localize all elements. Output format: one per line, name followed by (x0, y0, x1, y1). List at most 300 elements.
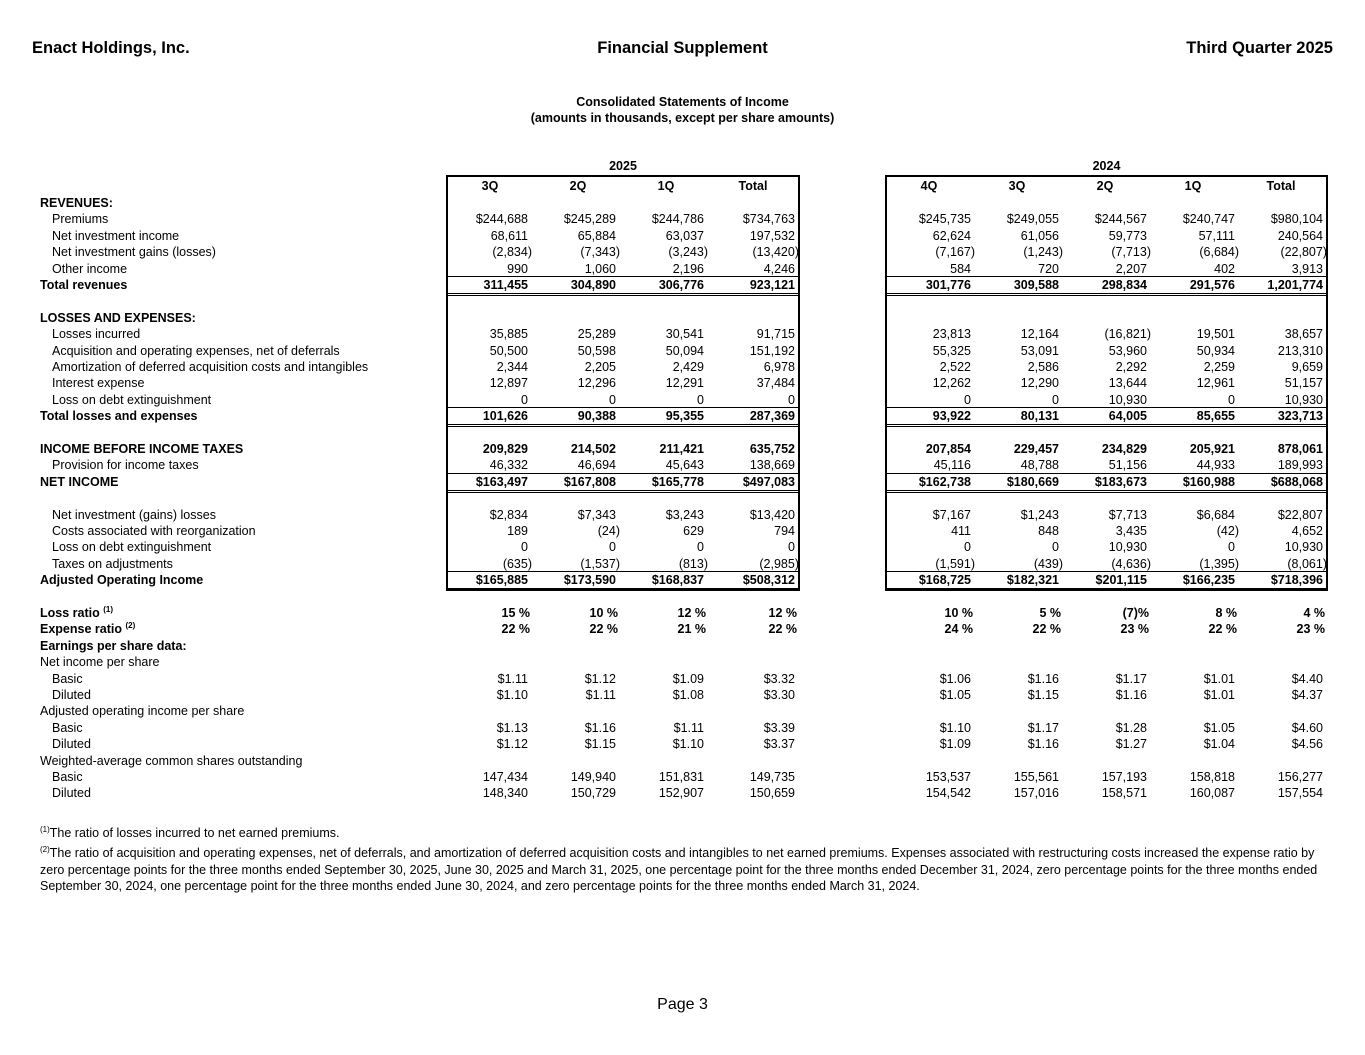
row-label-text: Net investment (gains) losses (52, 507, 216, 522)
cell-value: 19,501 (1196, 327, 1235, 342)
cell-value: 44,933 (1196, 458, 1235, 473)
total-rule-top (885, 473, 1328, 474)
cell-value: 13,644 (1108, 376, 1147, 391)
cell-value: 12,296 (577, 376, 616, 391)
row-label-text: Expense ratio (40, 622, 122, 637)
cell-value: 10,930 (1284, 540, 1323, 555)
row-label (52, 720, 83, 736)
table-row (0, 523, 1365, 539)
cell-value: 207,854 (925, 442, 971, 456)
cell-value: 22 % (1208, 622, 1237, 637)
cell-value: $7,167 (932, 507, 971, 522)
cell-value: 0 (964, 540, 971, 555)
row-label (52, 375, 144, 391)
table-row (0, 638, 1365, 654)
row-label-text: NET INCOME (40, 474, 119, 489)
cell-value: 629 (683, 524, 704, 538)
total-rule-top (446, 473, 800, 474)
cell-value: $4.56 (1291, 737, 1323, 752)
cell-value: 10,930 (1284, 392, 1323, 407)
total-rule-bottom (885, 424, 1328, 427)
row-label (52, 359, 368, 375)
cell-value: $182,321 (1006, 573, 1059, 588)
cell-value: $980,104 (1270, 212, 1323, 227)
row-label-text: Net income per share (40, 655, 160, 670)
row-label (40, 605, 113, 621)
cell-value: 2,292 (1115, 360, 1147, 374)
cell-value: 189 (507, 524, 528, 538)
cell-value: (7,343) (580, 245, 620, 260)
cell-value: $244,567 (1094, 212, 1147, 227)
cell-value: 0 (1228, 540, 1235, 555)
cell-value: 0 (697, 540, 704, 555)
cell-value: 0 (964, 392, 971, 407)
table-row (0, 408, 1365, 424)
cell-value: $183,673 (1094, 474, 1147, 489)
cell-value: $1.10 (496, 688, 528, 702)
cell-value: (7)% (1122, 606, 1149, 620)
table-row (0, 244, 1365, 260)
cell-value: 150,659 (749, 786, 795, 801)
cell-value: 10 % (944, 606, 973, 620)
cell-value: 38,657 (1284, 327, 1323, 342)
cell-value: $244,786 (651, 212, 704, 227)
cell-value: 3,435 (1115, 524, 1147, 538)
cell-value: $1.16 (584, 720, 616, 735)
row-label-text: Diluted (52, 786, 91, 801)
cell-value: 12 % (768, 606, 797, 620)
table-row (0, 441, 1365, 457)
cell-value: 147,434 (482, 770, 528, 784)
cell-value: 311,455 (483, 278, 528, 292)
cell-value: $1.12 (584, 671, 616, 686)
cell-value: 93,922 (932, 409, 971, 424)
cell-value: 51,157 (1284, 376, 1323, 391)
row-label (52, 326, 140, 342)
row-label-text: Provision for income taxes (52, 458, 199, 473)
table-row (0, 326, 1365, 342)
cell-value: 197,532 (749, 228, 795, 243)
cell-value: $245,735 (918, 212, 971, 227)
reporting-period: Third Quarter 2025 (1186, 39, 1333, 57)
cell-value: $162,738 (918, 474, 971, 489)
cell-value: 91,715 (756, 327, 795, 342)
cell-value: $1.11 (585, 688, 616, 702)
cell-value: 1,060 (584, 261, 616, 276)
cell-value: 10,930 (1108, 392, 1147, 407)
cell-value: 584 (950, 261, 971, 276)
cell-value: 234,829 (1101, 442, 1147, 456)
cell-value: $22,807 (1277, 507, 1323, 522)
table-row (0, 392, 1365, 408)
cell-value: (6,684) (1199, 245, 1239, 260)
table-row (0, 228, 1365, 244)
footnote-mark: (1) (40, 825, 50, 834)
cell-value: 2,196 (672, 261, 704, 276)
cell-value: $7,713 (1108, 507, 1147, 522)
cell-value: 2,586 (1027, 360, 1059, 374)
cell-value: 90,388 (577, 409, 616, 424)
row-label-text: Interest expense (52, 376, 145, 391)
table-row (0, 671, 1365, 687)
cell-value: 12 % (677, 606, 706, 620)
cell-value: 22 % (1032, 622, 1061, 637)
total-rule-bottom (446, 588, 800, 591)
cell-value: 8 % (1215, 606, 1237, 620)
table-row (0, 654, 1365, 670)
cell-value: 95,355 (665, 409, 704, 424)
cell-value: $688,068 (1270, 474, 1323, 489)
cell-value: (7,713) (1111, 245, 1151, 260)
table-row (0, 539, 1365, 555)
cell-value: $1.15 (1027, 688, 1059, 702)
cell-value: $1.16 (1027, 737, 1059, 752)
cell-value: 923,121 (749, 278, 795, 292)
cell-value: 51,156 (1108, 458, 1147, 473)
row-label (52, 539, 211, 555)
cell-value: $13,420 (749, 507, 795, 522)
total-rule-top (446, 276, 800, 277)
column-header-2024-4q: 4Q (920, 179, 938, 193)
cell-value: $1.16 (1115, 688, 1147, 702)
row-label-text: Net investment gains (losses) (52, 245, 216, 260)
cell-value: 50,500 (489, 343, 528, 358)
cell-value: 4,652 (1291, 524, 1323, 538)
cell-value: $7,343 (577, 507, 616, 522)
row-label-text: Weighted-average common shares outstanding (40, 753, 303, 768)
row-label (52, 769, 83, 785)
table-row (0, 556, 1365, 572)
cell-value: 50,094 (665, 343, 704, 358)
row-label-text: Net investment income (52, 228, 180, 243)
column-header-2024-1q: 1Q (1184, 179, 1202, 193)
table-row (0, 621, 1365, 637)
row-label (52, 457, 199, 473)
cell-value: $1.15 (584, 737, 616, 752)
cell-value: 150,729 (570, 786, 616, 801)
row-label (52, 785, 91, 801)
row-label-text: REVENUES: (40, 196, 113, 210)
year-label-2025: 2025 (609, 159, 637, 173)
table-row (0, 211, 1365, 227)
cell-value: 0 (1228, 392, 1235, 407)
row-label-text: Earnings per share data: (40, 638, 187, 653)
cell-value: $1.11 (673, 720, 704, 735)
cell-value: (1,591) (935, 556, 975, 571)
total-rule-top (885, 276, 1328, 277)
cell-value: $1.28 (1115, 720, 1147, 735)
cell-value: (439) (1033, 556, 1063, 571)
row-label (52, 736, 91, 752)
cell-value: $1.13 (496, 720, 528, 735)
cell-value: (8,061) (1287, 556, 1327, 571)
cell-value: 153,537 (925, 770, 971, 784)
row-label-text: Amortization of deferred acquisition costs and intangibles (52, 360, 369, 374)
cell-value: 0 (1052, 392, 1059, 407)
cell-value: (2,985) (759, 556, 799, 571)
row-label-text: Loss on debt extinguishment (52, 392, 212, 407)
cell-value: 301,776 (925, 278, 971, 292)
cell-value: $1.27 (1115, 737, 1147, 752)
cell-value: 291,576 (1189, 278, 1235, 292)
footnote-reference: (2) (125, 621, 136, 631)
row-label-text: Diluted (52, 737, 91, 752)
row-label (40, 441, 243, 457)
footnote-2 (40, 845, 1330, 895)
cell-value: 85,655 (1196, 409, 1235, 424)
row-label-text: Acquisition and operating expenses, net of deferrals (52, 343, 340, 358)
cell-value: 48,788 (1020, 458, 1059, 473)
cell-value: 138,669 (749, 458, 795, 473)
cell-value: $3.32 (763, 671, 795, 686)
row-label-text: Basic (52, 770, 83, 784)
cell-value: 209,829 (482, 442, 528, 456)
cell-value: $167,808 (563, 474, 616, 489)
footnote-1 (40, 825, 1330, 842)
row-label (52, 523, 256, 539)
row-label-text: Premiums (52, 212, 109, 227)
row-label-text: Loss on debt extinguishment (52, 540, 212, 555)
cell-value: 57,111 (1198, 228, 1235, 243)
cell-value: 155,561 (1013, 770, 1059, 784)
cell-value: $1.09 (939, 737, 971, 752)
cell-value: 22 % (589, 622, 618, 637)
table-row (0, 195, 1365, 211)
cell-value: 23,813 (932, 327, 971, 342)
cell-value: 214,502 (570, 442, 616, 456)
cell-value: (13,420) (752, 245, 799, 260)
cell-value: 0 (697, 392, 704, 407)
cell-value: 23 % (1120, 622, 1149, 637)
cell-value: $3,243 (665, 507, 704, 522)
row-label-text: Basic (52, 720, 83, 735)
cell-value: 2,429 (672, 360, 704, 374)
cell-value: 12,262 (932, 376, 971, 391)
cell-value: 65,884 (577, 228, 616, 243)
cell-value: 50,598 (577, 343, 616, 358)
cell-value: $3.39 (763, 720, 795, 735)
cell-value: 55,325 (932, 343, 971, 358)
cell-value: 848 (1038, 524, 1059, 538)
cell-value: 23 % (1296, 622, 1325, 637)
cell-value: $2,834 (489, 507, 528, 522)
cell-value: 154,542 (925, 786, 971, 801)
table-row (0, 474, 1365, 490)
table-row (0, 507, 1365, 523)
cell-value: 229,457 (1013, 442, 1059, 456)
cell-value: $4.40 (1291, 671, 1323, 686)
cell-value: 80,131 (1020, 409, 1059, 424)
cell-value: 411 (951, 524, 971, 538)
cell-value: 61,056 (1020, 228, 1059, 243)
row-label-text: Adjusted Operating Income (40, 573, 204, 588)
cell-value: 45,643 (665, 458, 704, 473)
row-label (40, 753, 302, 769)
row-label (40, 621, 135, 637)
cell-value: 101,626 (482, 409, 528, 424)
cell-value: $244,688 (475, 212, 528, 227)
cell-value: 152,907 (658, 786, 704, 801)
total-rule-bottom (446, 293, 800, 296)
cell-value: 157,016 (1013, 786, 1059, 801)
cell-value: 213,310 (1277, 343, 1323, 358)
cell-value: 12,164 (1020, 327, 1059, 342)
row-label (52, 343, 340, 359)
row-label-text: Costs associated with reorganization (52, 524, 256, 538)
row-label-text: INCOME BEFORE INCOME TAXES (40, 442, 244, 456)
cell-value: 59,773 (1108, 228, 1147, 243)
cell-value: (813) (678, 556, 708, 571)
cell-value: $173,590 (563, 573, 616, 588)
total-rule-top (446, 571, 800, 572)
row-label (52, 556, 173, 572)
cell-value: 160,087 (1189, 786, 1235, 801)
company-name: Enact Holdings, Inc. (32, 39, 190, 57)
cell-value: $3.30 (763, 688, 795, 702)
cell-value: 287,369 (749, 409, 795, 424)
cell-value: $1.10 (939, 720, 971, 735)
row-label-text: Loss ratio (40, 606, 100, 620)
cell-value: $497,083 (742, 474, 795, 489)
cell-value: (1,395) (1199, 556, 1239, 571)
table-row (0, 605, 1365, 621)
cell-value: 0 (788, 392, 795, 407)
cell-value: 12,961 (1196, 376, 1235, 391)
column-header-2025-1q: 1Q (657, 179, 675, 193)
total-rule-bottom (885, 588, 1328, 591)
cell-value: (24) (597, 524, 620, 538)
table-row (0, 769, 1365, 785)
table-row (0, 343, 1365, 359)
total-rule-bottom (885, 293, 1328, 296)
cell-value: $165,778 (651, 474, 704, 489)
row-label-text: Adjusted operating income per share (40, 704, 245, 719)
cell-value: 402 (1214, 261, 1235, 276)
cell-value: 3,913 (1291, 261, 1323, 276)
cell-value: $3.37 (763, 737, 795, 752)
cell-value: 50,934 (1196, 343, 1235, 358)
cell-value: 64,005 (1108, 409, 1147, 424)
cell-value: 878,061 (1277, 442, 1323, 456)
table-row (0, 310, 1365, 326)
cell-value: (2,834) (492, 245, 532, 260)
cell-value: 9,659 (1291, 360, 1323, 374)
cell-value: $1.10 (672, 737, 704, 752)
cell-value: 0 (521, 392, 528, 407)
cell-value: 309,588 (1013, 278, 1059, 292)
total-rule-bottom (446, 490, 800, 493)
cell-value: 0 (609, 540, 616, 555)
column-header-2025-total: Total (738, 179, 768, 193)
statement-subtitle: (amounts in thousands, except per share amounts) (530, 111, 835, 125)
cell-value: 12,291 (665, 376, 704, 391)
cell-value: 205,921 (1189, 442, 1235, 456)
cell-value: 323,713 (1277, 409, 1323, 424)
cell-value: (3,243) (668, 245, 708, 260)
cell-value: 298,834 (1101, 278, 1147, 292)
cell-value: 2,522 (939, 360, 971, 374)
cell-value: $734,763 (742, 212, 795, 227)
cell-value: 46,694 (577, 458, 616, 473)
footnote-reference: (1) (103, 605, 114, 614)
cell-value: $1.05 (939, 688, 971, 702)
cell-value: $718,396 (1270, 573, 1323, 588)
table-row (0, 785, 1365, 801)
cell-value: $245,289 (563, 212, 616, 227)
cell-value: 189,993 (1277, 458, 1323, 473)
cell-value: 5 % (1039, 606, 1061, 620)
row-label (52, 392, 211, 408)
row-label (40, 195, 113, 211)
cell-value: 53,960 (1108, 343, 1147, 358)
table-row (0, 703, 1365, 719)
row-label-text: Diluted (52, 688, 91, 702)
row-label (52, 261, 127, 277)
cell-value: 794 (774, 524, 795, 538)
row-label (40, 474, 118, 490)
total-rule-bottom (885, 490, 1328, 493)
table-row (0, 261, 1365, 277)
column-header-2025-3q: 3Q (481, 179, 499, 193)
statement-title: Consolidated Statements of Income (576, 95, 789, 109)
row-label (52, 228, 179, 244)
cell-value: $1.17 (1027, 720, 1059, 735)
row-label (40, 703, 244, 719)
cell-value: 148,340 (482, 786, 528, 801)
cell-value: $168,725 (918, 573, 971, 588)
cell-value: (635) (502, 556, 532, 571)
cell-value: 35,885 (489, 327, 528, 342)
cell-value: 2,259 (1203, 360, 1235, 374)
cell-value: 21 % (677, 622, 706, 637)
total-rule-bottom (446, 424, 800, 427)
row-label (40, 310, 196, 326)
row-label (40, 638, 187, 654)
cell-value: $1.09 (672, 671, 704, 686)
total-rule-top (446, 407, 800, 408)
row-label-text: Total losses and expenses (40, 409, 198, 424)
table-row (0, 687, 1365, 703)
cell-value: 157,554 (1277, 786, 1323, 801)
cell-value: $168,837 (651, 573, 704, 588)
row-label (52, 244, 216, 260)
cell-value: $1.01 (1203, 671, 1235, 686)
column-header-2024-total: Total (1266, 179, 1296, 193)
cell-value: 68,611 (490, 228, 528, 243)
cell-value: 158,818 (1189, 770, 1235, 784)
table-row (0, 375, 1365, 391)
cell-value: 4 % (1303, 606, 1325, 620)
cell-value: 24 % (944, 622, 973, 637)
row-label (52, 671, 83, 687)
cell-value: (1,537) (580, 556, 620, 571)
cell-value: $1.04 (1203, 737, 1235, 752)
cell-value: $508,312 (742, 573, 795, 588)
row-label-text: Other income (52, 261, 128, 276)
cell-value: 211,421 (659, 442, 704, 456)
cell-value: 4,246 (763, 261, 795, 276)
table-row (0, 572, 1365, 588)
cell-value: $1.05 (1203, 720, 1235, 735)
cell-value: $160,988 (1182, 474, 1235, 489)
cell-value: 10 % (589, 606, 618, 620)
table-row (0, 457, 1365, 473)
cell-value: 63,037 (665, 228, 704, 243)
row-label (40, 654, 160, 670)
footnote-text: The ratio of losses incurred to net earned premiums. (49, 826, 340, 840)
cell-value: (4,636) (1111, 556, 1151, 571)
cell-value: 149,940 (570, 770, 616, 784)
